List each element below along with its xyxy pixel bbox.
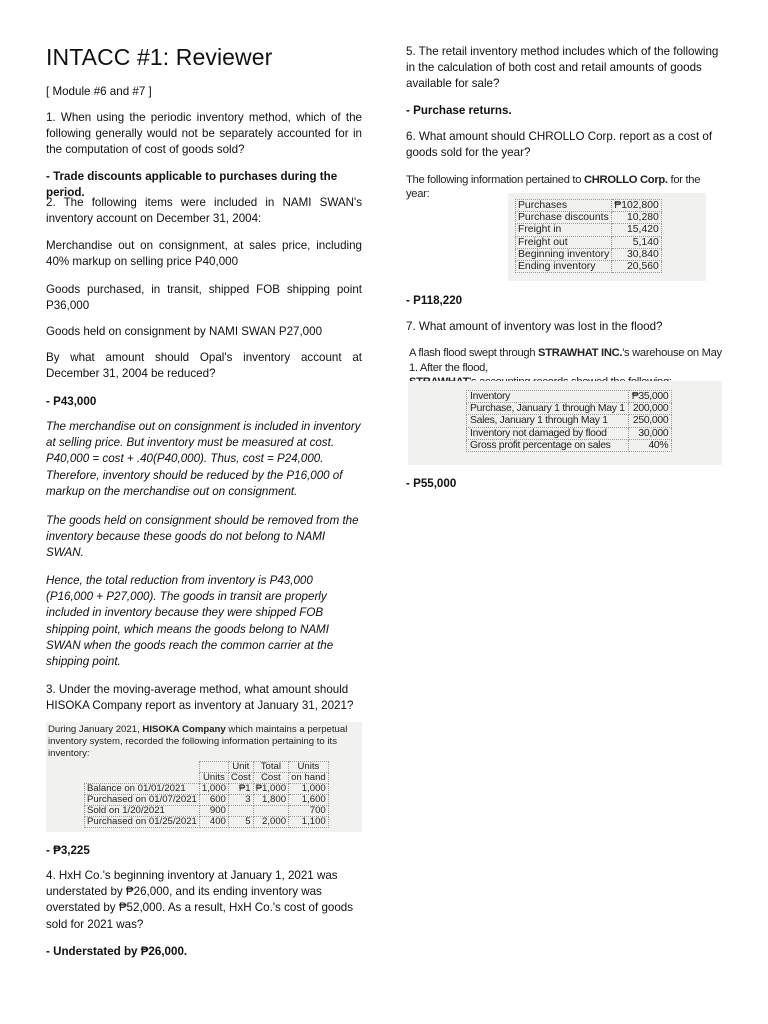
table-cell: Gross profit percentage on sales: [467, 439, 629, 451]
q7-figure-caption: A flash flood swept through STRAWHAT INC.'s warehouse on May 1. After the flood,: [409, 347, 722, 374]
table-row: [516, 200, 662, 212]
table-cell: 600: [199, 795, 228, 806]
q2-explanation-1: The merchandise out on consignment is included in inventory at selling price. But inventory must be measured at cost. P40,000 = cost + .40(P40,000). Thus, cost = P24,000. Therefore, inventory should be reduced by the P16,000 of markup on the merchandise out on consignment.: [46, 420, 361, 498]
table-cell: 3: [228, 795, 253, 806]
table-cell: Sales, January 1 through May 1: [467, 415, 629, 427]
table-cell: 400: [199, 817, 228, 828]
column-header: on hand: [289, 773, 329, 784]
table-cell: Beginning inventory: [516, 248, 612, 260]
q3-answer: - ₱3,225: [46, 844, 90, 857]
table-cell: 40%: [628, 439, 672, 451]
q5-text: 5. The retail inventory method includes which of the following in the calculation of both cost and retail amounts of goods available for sale?: [406, 45, 719, 91]
q2-explanation-3: Hence, the total reduction from inventory is P43,000 (P16,000 + P27,000). The goods in transit are properly included in inventory because they were shipped FOB shipping point, which means the goods belong to NAMI SWAN when the goods reach the common carrier at the shipping point.: [46, 574, 334, 669]
q1-text: 1. When using the periodic inventory method, which of the following generally would not be separately accounted for in the computation of cost of goods sold?: [46, 111, 362, 157]
table-cell: 1,000: [199, 784, 228, 795]
table-row: [467, 391, 672, 403]
column-header: Total: [253, 762, 288, 773]
table-cell: ₱102,800: [612, 200, 662, 212]
q1-answer: - Trade discounts applicable to purchases during the period.: [46, 170, 338, 200]
table-row: [467, 403, 672, 415]
table-row: [467, 415, 672, 427]
q2-item1: Merchandise out on consignment, at sales price, including 40% markup on selling price P40,000: [46, 239, 362, 269]
q6-cost-table: [515, 199, 662, 273]
q3-inventory-table: [84, 761, 329, 828]
table-cell: [253, 806, 288, 817]
q2-explanation-2: The goods held on consignment should be removed from the inventory because these goods do not belong to NAMI SWAN.: [46, 514, 359, 560]
column-header: Cost: [228, 773, 253, 784]
q2-text: 2. The following items were included in NAMI SWAN's inventory account on December 31, 2004:: [46, 196, 362, 226]
q3-text: 3. Under the moving-average method, what amount should HISOKA Company report as inventory at January 31, 2021?: [46, 683, 354, 713]
table-cell: 1,800: [253, 795, 288, 806]
q5-answer: - Purchase returns.: [406, 104, 512, 117]
table-row: [85, 806, 329, 817]
q7-answer: - P55,000: [406, 477, 457, 490]
q6-answer: - P118,220: [406, 294, 463, 307]
table-cell: Sold on 1/20/2021: [85, 806, 200, 817]
table-cell: 1,600: [289, 795, 329, 806]
table-cell: Freight in: [516, 224, 612, 236]
table-cell: 700: [289, 806, 329, 817]
table-cell: Inventory not damaged by flood: [467, 427, 629, 439]
table-cell: Ending inventory: [516, 261, 612, 273]
table-cell: 2,000: [253, 817, 288, 828]
module-label: [ Module #6 and #7 ]: [46, 85, 152, 98]
q7-text: 7. What amount of inventory was lost in the flood?: [406, 320, 663, 333]
q2-item3: Goods held on consignment by NAMI SWAN P27,000: [46, 325, 323, 338]
table-header-row: [85, 762, 329, 773]
table-cell: 200,000: [628, 403, 672, 415]
table-cell: 20,560: [612, 261, 662, 273]
table-row: [85, 784, 329, 795]
table-cell: Purchased on 01/25/2021: [85, 817, 200, 828]
table-row: [467, 439, 672, 451]
q4-text: 4. HxH Co.'s beginning inventory at January 1, 2021 was understated by ₱26,000, and its ending inventory was overstated by ₱52,000. As a result, HxH Co.'s cost of goods sold for 2021 was?: [46, 869, 354, 931]
q2-item2: Goods purchased, in transit, shipped FOB shipping point P36,000: [46, 283, 362, 313]
table-cell: 1,000: [289, 784, 329, 795]
q6-text: 6. What amount should CHROLLO Corp. report as a cost of goods sold for the year?: [406, 130, 713, 160]
table-row: [516, 224, 662, 236]
page-title: INTACC #1: Reviewer: [46, 44, 273, 70]
table-header-row: [85, 773, 329, 784]
table-row: [467, 427, 672, 439]
column-header: [85, 773, 200, 784]
table-cell: Balance on 01/01/2021: [85, 784, 200, 795]
column-header: Units: [289, 762, 329, 773]
q7-flood-table: [466, 390, 672, 452]
table-cell: Purchased on 01/07/2021: [85, 795, 200, 806]
column-header: [85, 762, 200, 773]
table-row: [516, 248, 662, 260]
table-cell: 5,140: [612, 236, 662, 248]
table-cell: Inventory: [467, 391, 629, 403]
table-cell: ₱35,000: [628, 391, 672, 403]
q2-question: By what amount should Opal's inventory account at December 31, 2004 be reduced?: [46, 351, 362, 381]
table-cell: Freight out: [516, 236, 612, 248]
table-cell: 15,420: [612, 224, 662, 236]
table-cell: 1,100: [289, 817, 329, 828]
table-cell: [228, 806, 253, 817]
table-cell: 10,280: [612, 212, 662, 224]
table-row: [85, 795, 329, 806]
table-row: [516, 236, 662, 248]
table-cell: ₱1,000: [253, 784, 288, 795]
column-header: Units: [199, 773, 228, 784]
table-row: [516, 261, 662, 273]
q6-figure-caption: The following information pertained to CHROLLO Corp. for the year:: [406, 174, 701, 200]
table-row: [516, 212, 662, 224]
column-header: Unit: [228, 762, 253, 773]
table-cell: 30,000: [628, 427, 672, 439]
q2-answer: - P43,000: [46, 395, 97, 408]
q3-figure-caption: During January 2021, HISOKA Company which maintains a perpetual inventory system, recorded the following information pertaining to its inventory:: [48, 724, 348, 759]
table-cell: 5: [228, 817, 253, 828]
table-cell: Purchases: [516, 200, 612, 212]
table-cell: 900: [199, 806, 228, 817]
table-cell: Purchase discounts: [516, 212, 612, 224]
q4-answer: - Understated by ₱26,000.: [46, 945, 188, 958]
column-header: [199, 762, 228, 773]
column-header: Cost: [253, 773, 288, 784]
table-row: [85, 817, 329, 828]
table-cell: Purchase, January 1 through May 1: [467, 403, 629, 415]
table-cell: ₱1: [228, 784, 253, 795]
table-cell: 250,000: [628, 415, 672, 427]
table-cell: 30,840: [612, 248, 662, 260]
